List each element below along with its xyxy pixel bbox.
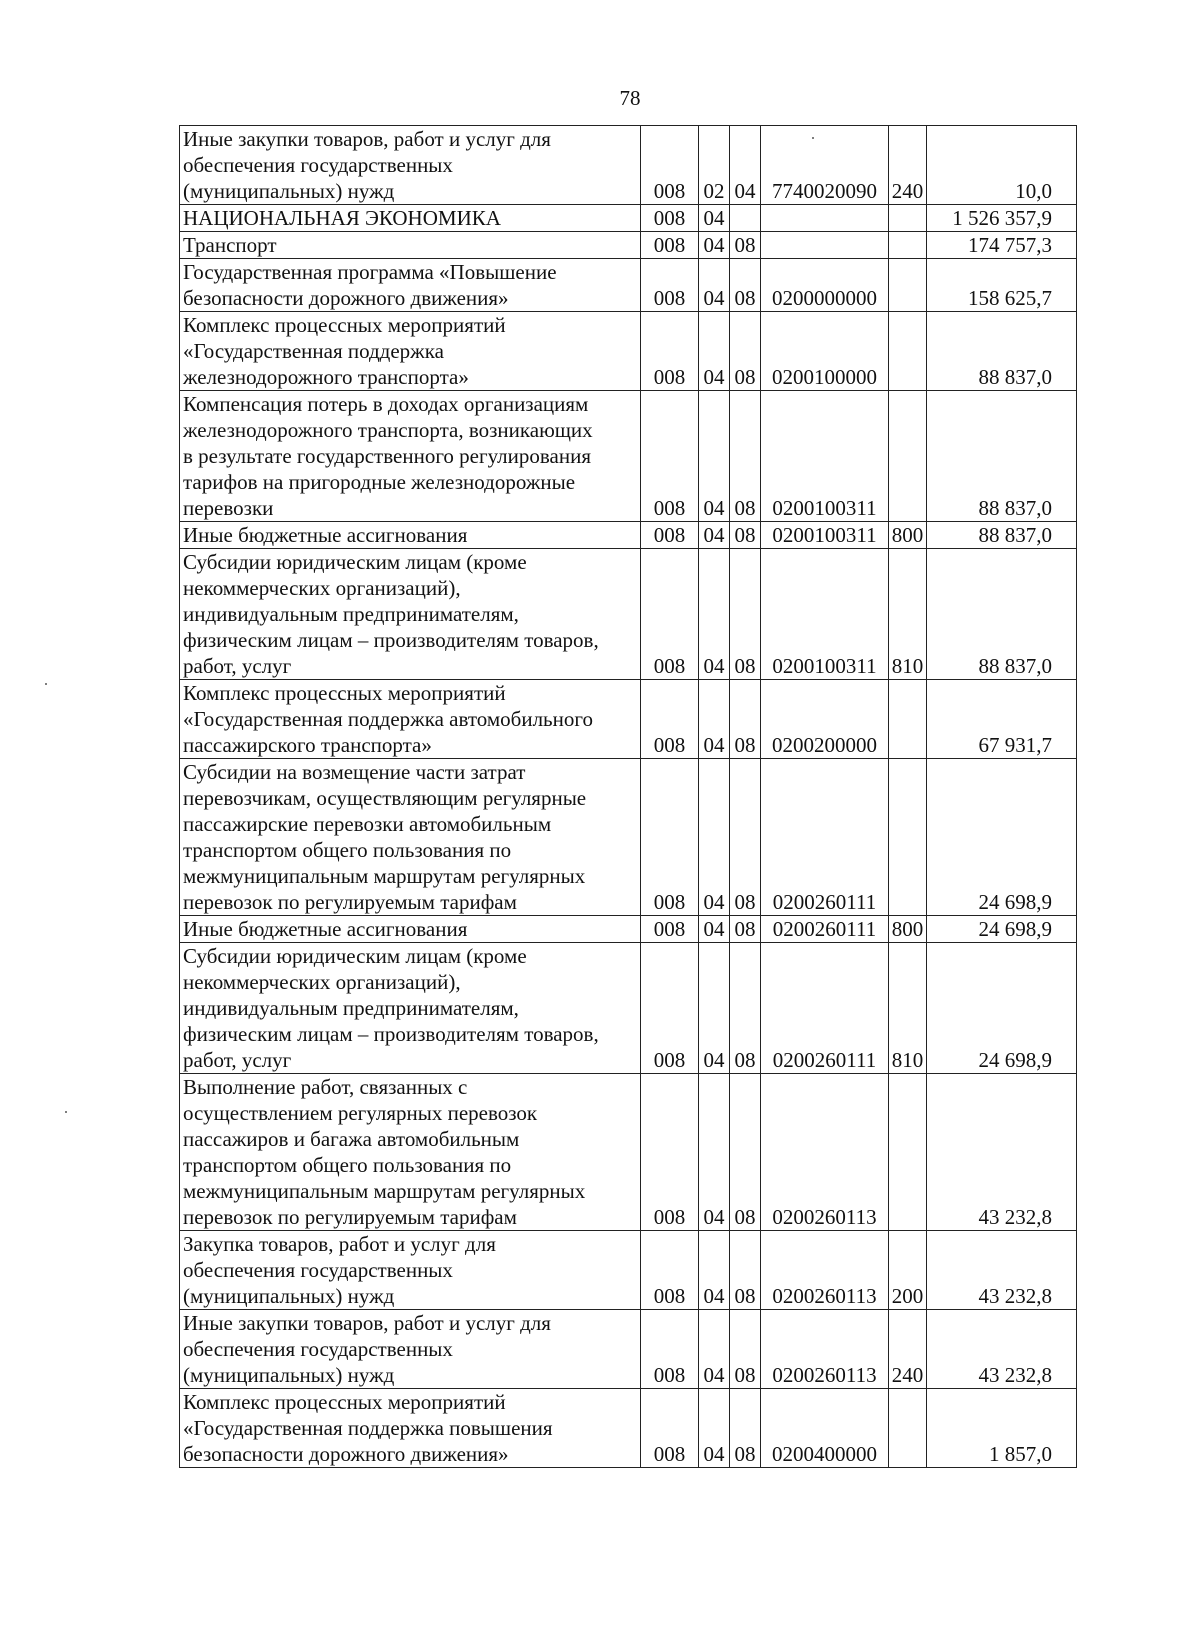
subsection-code-cell: 08 <box>730 232 761 259</box>
section-code-cell: 04 <box>699 1310 730 1389</box>
expense-type-cell: 240 <box>889 1310 927 1389</box>
row-name-cell: Иные закупки товаров, работ и услуг для обеспечения государственных (муниципальных) нужд <box>180 126 641 205</box>
row-name-cell: Иные бюджетные ассигнования <box>180 522 641 549</box>
budget-table <box>179 125 1077 1468</box>
admin-code-cell: 008 <box>641 916 699 943</box>
subsection-code-cell: 08 <box>730 549 761 680</box>
expense-type-cell: 810 <box>889 943 927 1074</box>
expense-type-cell <box>889 680 927 759</box>
expense-type-cell <box>889 1389 927 1468</box>
subsection-code-cell: 08 <box>730 916 761 943</box>
subsection-code-cell: 08 <box>730 522 761 549</box>
section-code-cell: 04 <box>699 549 730 680</box>
subsection-code-cell <box>730 205 761 232</box>
section-code-cell: 04 <box>699 916 730 943</box>
row-name-cell: Комплекс процессных мероприятий «Государственная поддержка повышения безопасности дорожного движения» <box>180 1389 641 1468</box>
target-article-cell: 0200260111 <box>761 759 889 916</box>
table-row <box>180 391 1077 522</box>
scan-speck <box>65 1111 67 1113</box>
row-name-cell: Иные бюджетные ассигнования <box>180 916 641 943</box>
admin-code-cell: 008 <box>641 232 699 259</box>
amount-cell: 24 698,9 <box>927 943 1077 1074</box>
table-row <box>180 232 1077 259</box>
expense-type-cell <box>889 759 927 916</box>
target-article-cell: 0200260113 <box>761 1310 889 1389</box>
section-code-cell: 04 <box>699 943 730 1074</box>
section-code-cell: 04 <box>699 259 730 312</box>
target-article-cell: 7740020090 <box>761 126 889 205</box>
section-code-cell: 04 <box>699 1074 730 1231</box>
section-code-cell: 04 <box>699 759 730 916</box>
amount-cell: 43 232,8 <box>927 1231 1077 1310</box>
target-article-cell: 0200260113 <box>761 1074 889 1231</box>
row-name-cell: Закупка товаров, работ и услуг для обеспечения государственных (муниципальных) нужд <box>180 1231 641 1310</box>
amount-cell: 10,0 <box>927 126 1077 205</box>
row-name-cell: Субсидии юридическим лицам (кроме некоммерческих организаций), индивидуальным предпринимателям, физическим лицам – производителям товаров, работ, услуг <box>180 549 641 680</box>
page-number: 78 <box>619 86 641 110</box>
admin-code-cell: 008 <box>641 1389 699 1468</box>
amount-cell: 88 837,0 <box>927 391 1077 522</box>
subsection-code-cell: 08 <box>730 759 761 916</box>
table-row <box>180 916 1077 943</box>
target-article-cell: 0200400000 <box>761 1389 889 1468</box>
section-code-cell: 04 <box>699 680 730 759</box>
expense-type-cell: 800 <box>889 916 927 943</box>
expense-type-cell: 240 <box>889 126 927 205</box>
admin-code-cell: 008 <box>641 1231 699 1310</box>
amount-cell: 158 625,7 <box>927 259 1077 312</box>
subsection-code-cell: 08 <box>730 1231 761 1310</box>
section-code-cell: 04 <box>699 312 730 391</box>
admin-code-cell: 008 <box>641 1074 699 1231</box>
amount-cell: 88 837,0 <box>927 522 1077 549</box>
admin-code-cell: 008 <box>641 549 699 680</box>
target-article-cell: 0200260111 <box>761 943 889 1074</box>
expense-type-cell: 800 <box>889 522 927 549</box>
amount-cell: 88 837,0 <box>927 549 1077 680</box>
admin-code-cell: 008 <box>641 522 699 549</box>
section-code-cell: 04 <box>699 1231 730 1310</box>
subsection-code-cell: 08 <box>730 259 761 312</box>
row-name-cell: Комплекс процессных мероприятий «Государственная поддержка автомобильного пассажирского транспорта» <box>180 680 641 759</box>
subsection-code-cell: 04 <box>730 126 761 205</box>
row-name-cell: Иные закупки товаров, работ и услуг для обеспечения государственных (муниципальных) нужд <box>180 1310 641 1389</box>
expense-type-cell <box>889 312 927 391</box>
target-article-cell: 0200260111 <box>761 916 889 943</box>
table-row <box>180 126 1077 205</box>
expense-type-cell <box>889 391 927 522</box>
table-row <box>180 549 1077 680</box>
section-code-cell: 04 <box>699 391 730 522</box>
table-row <box>180 1074 1077 1231</box>
admin-code-cell: 008 <box>641 259 699 312</box>
admin-code-cell: 008 <box>641 126 699 205</box>
target-article-cell <box>761 232 889 259</box>
table-row <box>180 205 1077 232</box>
target-article-cell: 0200200000 <box>761 680 889 759</box>
expense-type-cell <box>889 205 927 232</box>
expense-type-cell <box>889 1074 927 1231</box>
scan-speck <box>812 137 814 139</box>
admin-code-cell: 008 <box>641 391 699 522</box>
table-row <box>180 259 1077 312</box>
subsection-code-cell: 08 <box>730 943 761 1074</box>
target-article-cell: 0200100311 <box>761 391 889 522</box>
row-name-cell: Выполнение работ, связанных с осуществлением регулярных перевозок пассажиров и багажа автомобильным транспортом общего пользования по межмуниципальным маршрутам регулярных перевозок по регулируемым тарифам <box>180 1074 641 1231</box>
admin-code-cell: 008 <box>641 205 699 232</box>
admin-code-cell: 008 <box>641 312 699 391</box>
row-name-cell: Транспорт <box>180 232 641 259</box>
table-row <box>180 1310 1077 1389</box>
row-name-cell: Государственная программа «Повышение безопасности дорожного движения» <box>180 259 641 312</box>
subsection-code-cell: 08 <box>730 391 761 522</box>
budget-table-body <box>180 126 1077 1468</box>
row-name-cell: Комплекс процессных мероприятий «Государственная поддержка железнодорожного транспорта» <box>180 312 641 391</box>
table-row <box>180 943 1077 1074</box>
table-row <box>180 312 1077 391</box>
target-article-cell: 0200100000 <box>761 312 889 391</box>
amount-cell: 67 931,7 <box>927 680 1077 759</box>
amount-cell: 1 857,0 <box>927 1389 1077 1468</box>
admin-code-cell: 008 <box>641 680 699 759</box>
section-code-cell: 04 <box>699 1389 730 1468</box>
table-row <box>180 1231 1077 1310</box>
admin-code-cell: 008 <box>641 1310 699 1389</box>
row-name-cell: НАЦИОНАЛЬНАЯ ЭКОНОМИКА <box>180 205 641 232</box>
row-name-cell: Субсидии юридическим лицам (кроме некоммерческих организаций), индивидуальным предпринимателям, физическим лицам – производителям товаров, работ, услуг <box>180 943 641 1074</box>
table-row <box>180 759 1077 916</box>
amount-cell: 24 698,9 <box>927 916 1077 943</box>
amount-cell: 88 837,0 <box>927 312 1077 391</box>
table-row <box>180 1389 1077 1468</box>
amount-cell: 24 698,9 <box>927 759 1077 916</box>
row-name-cell: Компенсация потерь в доходах организациям железнодорожного транспорта, возникающих в результате государственного регулирования тарифов на пригородные железнодорожные перевозки <box>180 391 641 522</box>
subsection-code-cell: 08 <box>730 312 761 391</box>
target-article-cell: 0200100311 <box>761 522 889 549</box>
amount-cell: 43 232,8 <box>927 1310 1077 1389</box>
amount-cell: 43 232,8 <box>927 1074 1077 1231</box>
subsection-code-cell: 08 <box>730 680 761 759</box>
target-article-cell: 0200100311 <box>761 549 889 680</box>
target-article-cell: 0200260113 <box>761 1231 889 1310</box>
subsection-code-cell: 08 <box>730 1389 761 1468</box>
section-code-cell: 04 <box>699 522 730 549</box>
row-name-cell: Субсидии на возмещение части затрат перевозчикам, осуществляющим регулярные пассажирские перевозки автомобильным транспортом общего пользования по межмуниципальным маршрутам регулярных перевозок по регулируемым тарифам <box>180 759 641 916</box>
subsection-code-cell: 08 <box>730 1074 761 1231</box>
table-row <box>180 522 1077 549</box>
admin-code-cell: 008 <box>641 759 699 916</box>
expense-type-cell <box>889 232 927 259</box>
amount-cell: 174 757,3 <box>927 232 1077 259</box>
amount-cell: 1 526 357,9 <box>927 205 1077 232</box>
subsection-code-cell: 08 <box>730 1310 761 1389</box>
target-article-cell <box>761 205 889 232</box>
target-article-cell: 0200000000 <box>761 259 889 312</box>
expense-type-cell <box>889 259 927 312</box>
scan-speck <box>45 683 47 685</box>
expense-type-cell: 810 <box>889 549 927 680</box>
table-row <box>180 680 1077 759</box>
section-code-cell: 04 <box>699 232 730 259</box>
section-code-cell: 04 <box>699 205 730 232</box>
section-code-cell: 02 <box>699 126 730 205</box>
expense-type-cell: 200 <box>889 1231 927 1310</box>
admin-code-cell: 008 <box>641 943 699 1074</box>
